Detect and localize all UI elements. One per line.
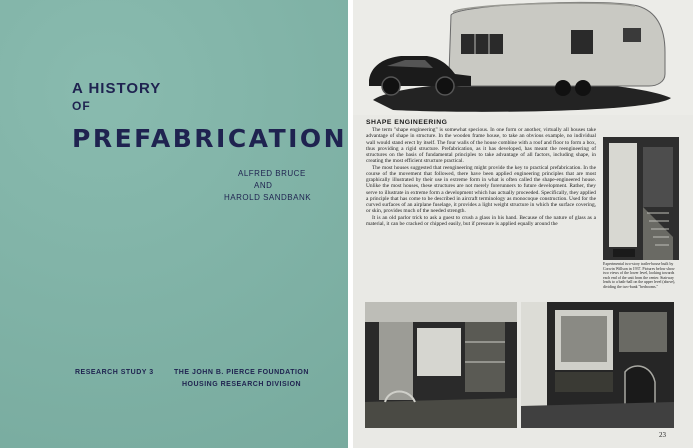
interior-photo-right (521, 302, 674, 428)
cover-title-line1: A HISTORY (72, 80, 162, 97)
cover-author-2: HAROLD SANDBANK (224, 193, 312, 202)
cover-author-1: ALFRED BRUCE (238, 169, 306, 178)
cover-title-main: PREFABRICATION (72, 124, 348, 153)
cover-foundation-line1: THE JOHN B. PIERCE FOUNDATION (174, 369, 309, 376)
trailer-photo (353, 0, 693, 115)
paragraph: It is an old parlor trick to ask a guest to crush a glass in his hand. Because of the nature of glass as a material, it can be cracked or chipped easily, but if pressure is applied equally around the (366, 214, 596, 227)
paragraph: The most houses suggested that reengineering might provide the key to practical prefabrication. In the course of the movement that followed, there have been applied engineering principles that are most graphically illustrated by their use in extreme form in what is often called the shape-engineered house. Unlike the most houses, these structures are not merely forerunners to future development. Rather, they serve to illustrate in extreme form a development which has actually proceeded. Specifically, they applied a principle that has come to be described in aircraft terminology as monocoque construction. Used for the curved surfaces of an airplane fuselage, it provides a light weight structure in which the surface covering, or skin, provides much of the needed strength. (366, 164, 596, 215)
section-heading: SHAPE ENGINEERING (366, 119, 448, 126)
cover-author-and: AND (254, 181, 273, 190)
body-text (366, 127, 596, 227)
page-number: 23 (659, 431, 666, 439)
cover-foundation-line2: HOUSING RESEARCH DIVISION (182, 381, 302, 388)
cover-series: RESEARCH STUDY 3 (75, 369, 154, 376)
cover-title-line2: OF (72, 99, 91, 113)
photo-caption: Experimental two-story trailer-house built by Corwin Willson in 1937. Pictures below show two views of the lower level, looking towards each end of the unit from the center. Stairway leads to a bath-hall on the upper level (above), dividing the two-bunk "bedrooms." (603, 262, 676, 289)
interior-photo-left (365, 302, 517, 428)
paragraph: The term "shape engineering" is somewhat specious. In one form or another, virtually all houses take advantage of shape in structure. In the wooden frame house, to take an obvious example, no individual wall would stand erect by itself. The four walls of the house combine with a roof and floor to form a box, thus providing a rigid structure. Prefabrication, as it has developed, has meant the reengineering of structures on the basis of fundamental principles to take advantage of all factors, including shape, in creating the most efficient structure practical. (366, 127, 596, 165)
book-page (353, 0, 693, 448)
stair-photo (603, 137, 679, 260)
